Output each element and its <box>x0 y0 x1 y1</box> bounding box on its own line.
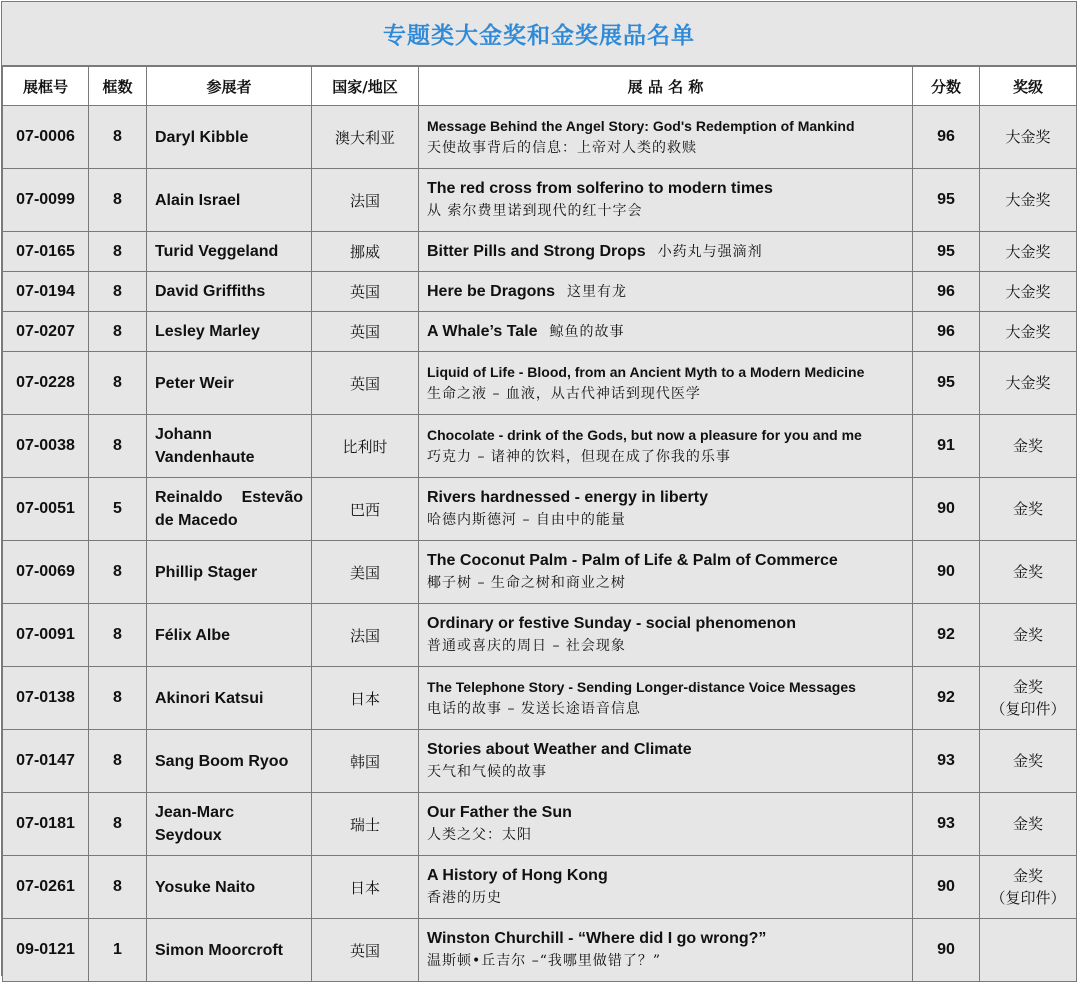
table-row <box>3 312 1077 352</box>
award-cell <box>980 106 1077 169</box>
count-cell: 8 <box>89 793 147 856</box>
count-cell: 8 <box>89 169 147 232</box>
frame-cell: 07-0099 <box>3 169 89 232</box>
award-label: 金奖 <box>1012 752 1043 770</box>
exhibitor-cell: Turid Veggeland <box>147 232 312 272</box>
score-cell: 96 <box>913 106 980 169</box>
frame-cell: 07-0194 <box>3 272 89 312</box>
exhibit-cell <box>419 604 913 667</box>
award-cell <box>980 169 1077 232</box>
exhibit-cell <box>419 169 913 232</box>
count-cell: 8 <box>89 272 147 312</box>
table-row <box>3 856 1077 919</box>
frame-cell: 07-0038 <box>3 415 89 478</box>
awards-list-document <box>1 1 1077 976</box>
exhibit-title-zh: 鲸鱼的故事 <box>549 323 625 340</box>
award-label: 大金奖 <box>1005 322 1051 341</box>
award-cell <box>980 793 1077 856</box>
exhibit-title-zh: 香港的历史 <box>427 890 502 906</box>
score-cell: 90 <box>913 541 980 604</box>
count-cell: 8 <box>89 541 147 604</box>
exhibit-title-zh: 这里有龙 <box>567 283 628 300</box>
header-score: 分数 <box>913 67 980 106</box>
exhibit-cell <box>419 312 913 352</box>
award-cell <box>980 478 1077 541</box>
frame-cell: 07-0181 <box>3 793 89 856</box>
score-cell: 95 <box>913 232 980 272</box>
table-row <box>3 415 1077 478</box>
exhibitor-cell: Akinori Katsui <box>147 667 312 730</box>
header-exhibit: 展 品 名 称 <box>419 67 913 106</box>
exhibitor-cell: David Griffiths <box>147 272 312 312</box>
exhibit-title-zh: 小药丸与强滴剂 <box>657 243 763 260</box>
header-award: 奖级 <box>980 67 1077 106</box>
exhibit-cell <box>419 667 913 730</box>
award-cell <box>980 667 1077 730</box>
exhibit-title-en: The Coconut Palm - Palm of Life & Palm of Commerce <box>427 552 838 569</box>
count-cell: 5 <box>89 478 147 541</box>
exhibit-cell <box>419 232 913 272</box>
count-cell: 1 <box>89 919 147 982</box>
country-cell: 澳大利亚 <box>312 106 419 169</box>
exhibitor-cell: Peter Weir <box>147 352 312 415</box>
exhibit-title-zh: 椰子树 – 生命之树和商业之树 <box>427 575 626 591</box>
count-cell: 8 <box>89 232 147 272</box>
country-cell: 英国 <box>312 352 419 415</box>
exhibit-title-en: Our Father the Sun <box>427 804 572 821</box>
exhibitor-cell: Lesley Marley <box>147 312 312 352</box>
exhibit-cell <box>419 352 913 415</box>
frame-cell: 07-0207 <box>3 312 89 352</box>
count-cell: 8 <box>89 604 147 667</box>
award-label: 金奖 <box>1012 626 1043 644</box>
exhibitor-cell: Sang Boom Ryoo <box>147 730 312 793</box>
award-cell <box>980 352 1077 415</box>
frame-cell: 07-0051 <box>3 478 89 541</box>
award-label: 大金奖 <box>1005 191 1051 209</box>
table-row <box>3 667 1077 730</box>
exhibitor-cell <box>147 478 312 541</box>
count-cell: 8 <box>89 106 147 169</box>
exhibitor-cell <box>147 415 312 478</box>
count-cell: 8 <box>89 415 147 478</box>
exhibitor-cell: Félix Albe <box>147 604 312 667</box>
exhibitor-cell <box>147 793 312 856</box>
header-row <box>3 67 1077 106</box>
exhibit-cell <box>419 272 913 312</box>
header-country: 国家/地区 <box>312 67 419 106</box>
exhibit-cell <box>419 856 913 919</box>
exhibit-cell <box>419 478 913 541</box>
exhibitor-cell: Phillip Stager <box>147 541 312 604</box>
award-label: 金奖 <box>1012 500 1043 518</box>
exhibitor-cell: Daryl Kibble <box>147 106 312 169</box>
exhibit-title-zh: 生命之液 – 血液，从古代神话到现代医学 <box>427 386 701 402</box>
award-note: （复印件） <box>990 889 1066 907</box>
exhibit-cell <box>419 919 913 982</box>
exhibit-title-en: Winston Churchill - “Where did I go wrong?” <box>427 930 767 947</box>
exhibitor-name-line1: Johann <box>155 426 212 443</box>
exhibitor-name-line2: de Macedo <box>155 512 238 529</box>
exhibitor-cell: Alain Israel <box>147 169 312 232</box>
exhibit-title-en: Chocolate - drink of the Gods, but now a pleasure for you and me <box>427 427 862 443</box>
score-cell: 93 <box>913 730 980 793</box>
exhibit-cell <box>419 730 913 793</box>
exhibit-title-en: Message Behind the Angel Story: God's Redemption of Mankind <box>427 118 855 134</box>
count-cell: 8 <box>89 312 147 352</box>
country-cell: 美国 <box>312 541 419 604</box>
exhibit-title-zh: 巧克力 – 诸神的饮料，但现在成了你我的乐事 <box>427 449 731 465</box>
count-cell: 8 <box>89 352 147 415</box>
exhibit-title-en: Ordinary or festive Sunday - social phenomenon <box>427 615 796 632</box>
country-cell: 瑞士 <box>312 793 419 856</box>
country-cell: 英国 <box>312 272 419 312</box>
score-cell: 95 <box>913 352 980 415</box>
exhibit-title-en: Stories about Weather and Climate <box>427 741 692 758</box>
exhibit-cell <box>419 415 913 478</box>
award-label: 金奖 <box>1012 867 1043 885</box>
table-row <box>3 793 1077 856</box>
award-label: 金奖 <box>1012 563 1043 581</box>
count-cell: 8 <box>89 667 147 730</box>
table-row <box>3 478 1077 541</box>
exhibit-cell <box>419 793 913 856</box>
table-row <box>3 106 1077 169</box>
award-cell <box>980 919 1077 982</box>
frame-cell: 07-0165 <box>3 232 89 272</box>
table-row <box>3 730 1077 793</box>
award-label: 金奖 <box>1012 678 1043 696</box>
score-cell: 90 <box>913 478 980 541</box>
frame-cell: 07-0069 <box>3 541 89 604</box>
score-cell: 96 <box>913 312 980 352</box>
exhibit-title-zh: 人类之父：太阳 <box>427 827 532 843</box>
award-label: 大金奖 <box>1005 374 1051 392</box>
award-cell <box>980 604 1077 667</box>
exhibit-title-en: Bitter Pills and Strong Drops <box>427 242 646 260</box>
exhibit-title-zh: 从 索尔费里诺到现代的红十字会 <box>427 203 643 219</box>
exhibit-title-zh: 哈德内斯德河 – 自由中的能量 <box>427 512 626 528</box>
frame-cell: 07-0147 <box>3 730 89 793</box>
award-label: 大金奖 <box>1005 242 1051 261</box>
count-cell: 8 <box>89 730 147 793</box>
table-row <box>3 604 1077 667</box>
award-label: 大金奖 <box>1005 128 1051 146</box>
exhibit-title-en: The red cross from solferino to modern times <box>427 180 773 197</box>
exhibit-title-zh: 温斯顿•丘吉尔 –“我哪里做错了？” <box>427 953 662 969</box>
page-title: 专题类大金奖和金奖展品名单 <box>2 2 1076 66</box>
country-cell: 英国 <box>312 312 419 352</box>
exhibit-cell <box>419 541 913 604</box>
table-row <box>3 169 1077 232</box>
exhibitor-name-line1: Reinaldo Estevão <box>155 489 303 506</box>
score-cell: 90 <box>913 856 980 919</box>
exhibit-cell <box>419 106 913 169</box>
header-frame: 展框号 <box>3 67 89 106</box>
count-cell: 8 <box>89 856 147 919</box>
table-row <box>3 232 1077 272</box>
score-cell: 96 <box>913 272 980 312</box>
exhibit-title-en: Liquid of Life - Blood, from an Ancient Myth to a Modern Medicine <box>427 364 865 380</box>
score-cell: 92 <box>913 667 980 730</box>
frame-cell: 07-0261 <box>3 856 89 919</box>
awards-table <box>2 66 1077 982</box>
exhibitor-name-line2: Vandenhaute <box>155 449 255 466</box>
award-cell <box>980 541 1077 604</box>
exhibitor-cell: Simon Moorcroft <box>147 919 312 982</box>
exhibit-title-zh: 天使故事背后的信息：上帝对人类的救赎 <box>427 140 697 156</box>
country-cell: 日本 <box>312 856 419 919</box>
frame-cell: 07-0138 <box>3 667 89 730</box>
score-cell: 90 <box>913 919 980 982</box>
country-cell: 比利时 <box>312 415 419 478</box>
country-cell: 日本 <box>312 667 419 730</box>
exhibitor-cell: Yosuke Naito <box>147 856 312 919</box>
frame-cell: 07-0228 <box>3 352 89 415</box>
award-cell <box>980 232 1077 272</box>
exhibitor-name-line1: Jean-Marc <box>155 804 235 821</box>
award-label: 大金奖 <box>1005 282 1051 301</box>
exhibit-title-en: A Whale’s Tale <box>427 322 538 340</box>
award-label: 金奖 <box>1012 437 1043 455</box>
exhibit-title-en: A History of Hong Kong <box>427 867 608 884</box>
score-cell: 92 <box>913 604 980 667</box>
exhibit-title-zh: 天气和气候的故事 <box>427 764 547 780</box>
score-cell: 91 <box>913 415 980 478</box>
award-cell <box>980 856 1077 919</box>
table-row <box>3 919 1077 982</box>
score-cell: 93 <box>913 793 980 856</box>
country-cell: 法国 <box>312 604 419 667</box>
exhibit-title-en: Rivers hardnessed - energy in liberty <box>427 489 708 506</box>
exhibit-title-en: The Telephone Story - Sending Longer-distance Voice Messages <box>427 679 856 695</box>
table-row <box>3 272 1077 312</box>
award-cell <box>980 415 1077 478</box>
exhibitor-name-line2: Seydoux <box>155 827 222 844</box>
award-cell <box>980 730 1077 793</box>
exhibit-title-en: Here be Dragons <box>427 282 556 300</box>
country-cell: 巴西 <box>312 478 419 541</box>
exhibit-title-zh: 电话的故事 – 发送长途语音信息 <box>427 701 641 717</box>
frame-cell: 07-0006 <box>3 106 89 169</box>
header-exhibitor: 参展者 <box>147 67 312 106</box>
table-row <box>3 541 1077 604</box>
score-cell: 95 <box>913 169 980 232</box>
award-note: （复印件） <box>990 700 1066 718</box>
award-cell <box>980 312 1077 352</box>
frame-cell: 09-0121 <box>3 919 89 982</box>
frame-cell: 07-0091 <box>3 604 89 667</box>
award-cell <box>980 272 1077 312</box>
country-cell: 英国 <box>312 919 419 982</box>
country-cell: 韩国 <box>312 730 419 793</box>
table-row <box>3 352 1077 415</box>
exhibit-title-zh: 普通或喜庆的周日 – 社会现象 <box>427 638 626 654</box>
country-cell: 挪威 <box>312 232 419 272</box>
country-cell: 法国 <box>312 169 419 232</box>
header-count: 框数 <box>89 67 147 106</box>
award-label: 金奖 <box>1012 815 1043 833</box>
